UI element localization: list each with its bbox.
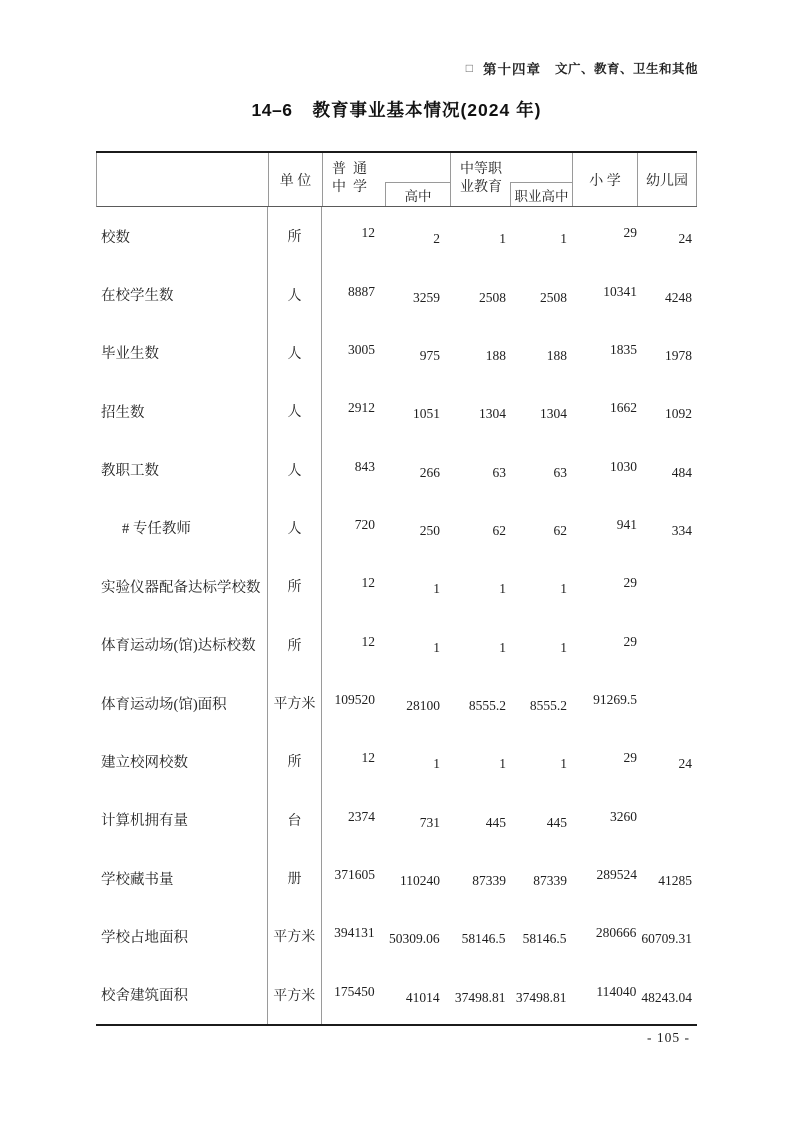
row-unit: 平方米 bbox=[268, 674, 322, 732]
value-cell: 29 bbox=[623, 225, 637, 241]
chapter-number: 第十四章 bbox=[482, 62, 541, 77]
value-cell: 41285 bbox=[658, 873, 692, 889]
value-cell: 1 bbox=[433, 639, 440, 655]
value-cell: 62 bbox=[492, 522, 506, 538]
value-cell: 250 bbox=[419, 522, 440, 538]
value-cell: 289524 bbox=[596, 867, 637, 883]
row-unit: 台 bbox=[268, 791, 322, 849]
value-cell: 8887 bbox=[348, 283, 375, 299]
value-cell: 484 bbox=[671, 464, 692, 480]
table-body bbox=[96, 207, 697, 1024]
value-cell: 2508 bbox=[479, 289, 506, 305]
value-cell: 843 bbox=[354, 458, 375, 474]
value-cell: 1092 bbox=[665, 406, 692, 422]
value-cell: 1 bbox=[499, 756, 506, 772]
row-unit: 人 bbox=[268, 440, 322, 498]
value-cell: 48243.04 bbox=[641, 989, 692, 1005]
row-unit: 所 bbox=[268, 557, 322, 615]
row-unit: 人 bbox=[268, 324, 322, 382]
value-cell: 58146.5 bbox=[461, 931, 506, 947]
table-row bbox=[96, 732, 697, 790]
row-label: 实验仪器配备达标学校数 bbox=[96, 557, 268, 615]
row-unit: 人 bbox=[268, 382, 322, 440]
row-label: 学校占地面积 bbox=[96, 907, 268, 965]
value-cell: 3259 bbox=[413, 289, 440, 305]
header-regular-middle-school bbox=[323, 153, 451, 206]
table-row bbox=[96, 440, 697, 498]
value-cell: 8555.2 bbox=[468, 698, 506, 714]
row-unit: 册 bbox=[268, 849, 322, 907]
header-secondary-vocational-education bbox=[451, 153, 573, 206]
value-cell: 2 bbox=[433, 231, 440, 247]
value-cell: 1 bbox=[560, 231, 567, 247]
value-cell: 29 bbox=[623, 750, 637, 766]
value-cell: 109520 bbox=[334, 692, 375, 708]
value-cell: 63 bbox=[492, 464, 506, 480]
table-title-text: 教育事业基本情况(2024 年) bbox=[312, 100, 542, 120]
table-row bbox=[96, 557, 697, 615]
value-cell: 188 bbox=[485, 347, 506, 363]
header-kindergarten: 幼儿园 bbox=[638, 153, 697, 206]
value-cell: 175450 bbox=[334, 983, 375, 999]
page-number: - 105 - bbox=[647, 1030, 690, 1045]
value-cell: 1 bbox=[499, 581, 506, 597]
row-label: 计算机拥有量 bbox=[96, 791, 268, 849]
value-cell: 62 bbox=[553, 522, 567, 538]
header-text-line: 普 通 bbox=[332, 161, 367, 177]
value-cell: 50309.06 bbox=[388, 931, 440, 947]
value-cell: 720 bbox=[354, 516, 375, 532]
value-cell: 266 bbox=[419, 464, 440, 480]
value-cell: 2374 bbox=[348, 808, 375, 824]
table-row bbox=[96, 791, 697, 849]
value-cell: 87339 bbox=[472, 873, 506, 889]
row-label: 招生数 bbox=[96, 382, 268, 440]
table-row bbox=[96, 849, 697, 907]
value-cell: 12 bbox=[361, 225, 375, 241]
row-label: # 专任教师 bbox=[96, 499, 268, 557]
value-cell: 1 bbox=[560, 581, 567, 597]
value-cell: 1030 bbox=[610, 458, 637, 474]
value-cell: 1 bbox=[499, 231, 506, 247]
value-cell: 1304 bbox=[540, 406, 567, 422]
value-cell: 12 bbox=[361, 750, 375, 766]
value-cell: 1051 bbox=[413, 406, 440, 422]
value-cell: 24 bbox=[678, 756, 692, 772]
value-cell: 445 bbox=[485, 814, 506, 830]
value-cell: 1978 bbox=[665, 347, 692, 363]
table-header-row bbox=[96, 153, 697, 207]
row-label: 体育运动场(馆)达标校数 bbox=[96, 616, 268, 674]
value-cell: 41014 bbox=[405, 989, 440, 1005]
value-cell: 24 bbox=[678, 231, 692, 247]
row-unit: 所 bbox=[268, 732, 322, 790]
row-label: 体育运动场(馆)面积 bbox=[96, 674, 268, 732]
table-number: 14–6 bbox=[251, 100, 293, 120]
value-cell: 110240 bbox=[400, 873, 440, 889]
row-label: 毕业生数 bbox=[96, 324, 268, 382]
row-label: 教职工数 bbox=[96, 440, 268, 498]
row-label: 校数 bbox=[96, 207, 268, 265]
chapter-box-icon: □ bbox=[465, 61, 473, 75]
value-cell: 371605 bbox=[334, 867, 375, 883]
chapter-section-title: 文广、教育、卫生和其他 bbox=[554, 62, 698, 76]
value-cell: 1 bbox=[560, 756, 567, 772]
education-statistics-table bbox=[96, 151, 697, 1026]
table-row bbox=[96, 907, 697, 965]
table-row bbox=[96, 382, 697, 440]
row-unit: 平方米 bbox=[268, 907, 322, 965]
row-unit: 所 bbox=[268, 207, 322, 265]
row-unit: 平方米 bbox=[268, 966, 322, 1024]
row-unit: 人 bbox=[268, 499, 322, 557]
row-unit: 所 bbox=[268, 616, 322, 674]
value-cell: 280666 bbox=[595, 925, 637, 941]
header-primary-school: 小 学 bbox=[573, 153, 638, 206]
table-row bbox=[96, 324, 697, 382]
value-cell: 4248 bbox=[665, 289, 692, 305]
value-cell: 28100 bbox=[406, 698, 440, 714]
value-cell: 58146.5 bbox=[522, 931, 567, 947]
page-title bbox=[0, 97, 793, 122]
value-cell: 12 bbox=[361, 575, 375, 591]
value-cell: 37498.81 bbox=[454, 989, 506, 1005]
value-cell: 114040 bbox=[596, 983, 637, 999]
value-cell: 87339 bbox=[533, 873, 567, 889]
value-cell: 10341 bbox=[603, 283, 637, 299]
value-cell: 334 bbox=[671, 522, 692, 538]
header-text-line: 中 学 bbox=[332, 180, 367, 196]
value-cell: 29 bbox=[623, 575, 637, 591]
value-cell: 1662 bbox=[610, 400, 637, 416]
table-row bbox=[96, 265, 697, 323]
value-cell: 3260 bbox=[610, 808, 637, 824]
value-cell: 394131 bbox=[334, 925, 375, 941]
header-text-line: 业教育 bbox=[460, 180, 502, 196]
value-cell: 188 bbox=[546, 347, 567, 363]
value-cell: 29 bbox=[623, 633, 637, 649]
row-label: 学校藏书量 bbox=[96, 849, 268, 907]
header-rowlabel-cell bbox=[97, 153, 269, 206]
header-senior-high-school: 高中 bbox=[385, 182, 450, 206]
header-vocational-high-school: 职业高中 bbox=[510, 182, 572, 206]
value-cell: 37498.81 bbox=[515, 989, 567, 1005]
value-cell: 12 bbox=[361, 633, 375, 649]
table-row bbox=[96, 207, 697, 265]
value-cell: 941 bbox=[616, 516, 637, 532]
value-cell: 8555.2 bbox=[529, 698, 567, 714]
table-row bbox=[96, 616, 697, 674]
value-cell: 3005 bbox=[348, 341, 375, 357]
table-row bbox=[96, 499, 697, 557]
value-cell: 1 bbox=[433, 581, 440, 597]
table-row bbox=[96, 674, 697, 732]
value-cell: 2912 bbox=[348, 400, 375, 416]
value-cell: 1 bbox=[433, 756, 440, 772]
header-unit: 单 位 bbox=[269, 153, 323, 206]
value-cell: 731 bbox=[419, 814, 440, 830]
value-cell: 1304 bbox=[479, 406, 506, 422]
value-cell: 60709.31 bbox=[641, 931, 692, 947]
value-cell: 1835 bbox=[610, 341, 637, 357]
value-cell: 1 bbox=[560, 639, 567, 655]
chapter-header bbox=[466, 58, 698, 78]
row-label: 校舍建筑面积 bbox=[96, 966, 268, 1024]
row-unit: 人 bbox=[268, 265, 322, 323]
value-cell: 2508 bbox=[540, 289, 567, 305]
value-cell: 63 bbox=[553, 464, 567, 480]
value-cell: 975 bbox=[419, 347, 440, 363]
row-label: 在校学生数 bbox=[96, 265, 268, 323]
header-secondary-vocational-label bbox=[460, 161, 502, 199]
table-row bbox=[96, 966, 697, 1024]
value-cell: 445 bbox=[546, 814, 567, 830]
header-regular-middle-school-label bbox=[332, 161, 367, 199]
header-text-line: 中等职 bbox=[460, 161, 502, 177]
row-label: 建立校网校数 bbox=[96, 732, 268, 790]
value-cell: 1 bbox=[499, 639, 506, 655]
value-cell: 91269.5 bbox=[593, 692, 637, 708]
